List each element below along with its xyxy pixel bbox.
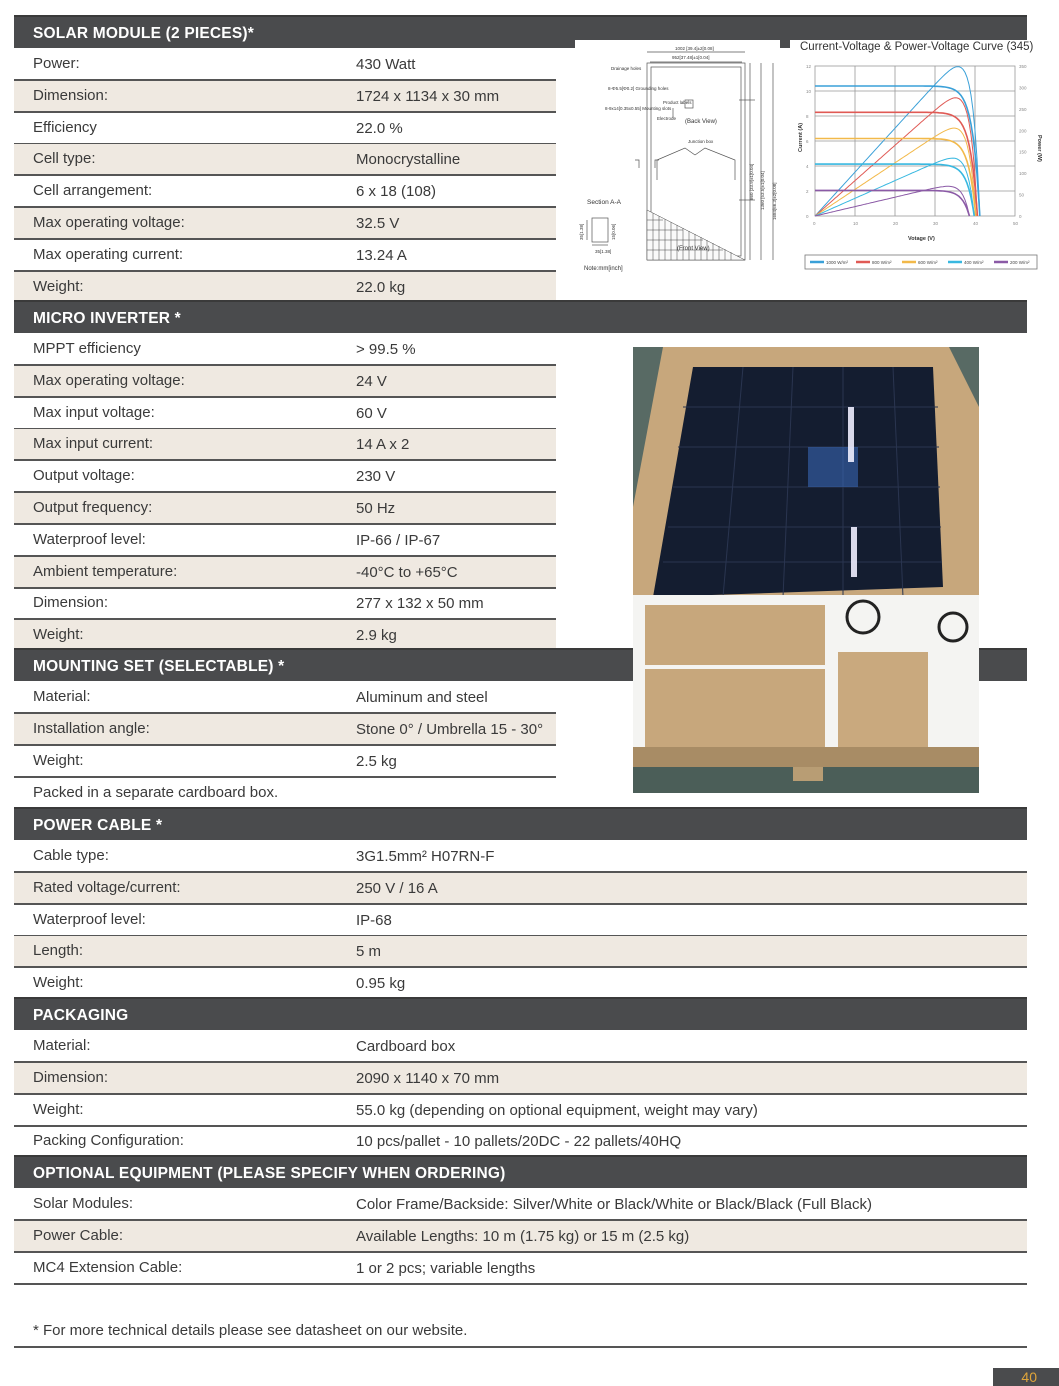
spec-label: Output frequency: xyxy=(33,499,153,516)
spec-label: Dimension: xyxy=(33,86,109,104)
spec-label: Rated voltage/current: xyxy=(33,878,181,896)
svg-text:30: 30 xyxy=(933,221,939,226)
spec-label: Waterproof level: xyxy=(33,910,146,928)
svg-text:250: 250 xyxy=(1019,106,1027,112)
spec-label: Dimension: xyxy=(33,594,109,612)
spec-row xyxy=(14,841,1027,873)
spec-row xyxy=(14,81,556,113)
spec-row xyxy=(14,1126,1027,1158)
svg-text:10: 10 xyxy=(806,89,812,94)
legend-entry: 1000 W/m² xyxy=(826,260,849,265)
spec-row xyxy=(14,588,556,620)
spec-label: Installation angle: xyxy=(33,719,150,737)
svg-text:100: 100 xyxy=(1019,171,1027,177)
spec-row xyxy=(14,176,556,208)
y-axis-label: Current (A) xyxy=(798,122,804,152)
svg-text:Product labels: Product labels xyxy=(663,100,692,105)
section-header-solar-module: SOLAR MODULE (2 PIECES)* xyxy=(14,15,1027,48)
spec-label: Cable type: xyxy=(33,847,109,864)
svg-text:50: 50 xyxy=(1019,192,1025,198)
spec-row xyxy=(14,714,556,746)
svg-text:Section A-A: Section A-A xyxy=(587,199,621,206)
spec-label: Max operating current: xyxy=(33,245,184,263)
spec-label: Material: xyxy=(33,688,91,705)
spec-label: MC4 Extension Cable: xyxy=(33,1258,183,1276)
legend-entry: 800 W/m² xyxy=(872,260,892,265)
svg-text:6: 6 xyxy=(806,139,809,144)
spec-row xyxy=(14,208,556,240)
svg-text:0: 0 xyxy=(806,214,809,219)
spec-value: 10 pcs/pallet - 10 pallets/20DC - 22 pallets/40HQ xyxy=(356,1133,682,1151)
chart-title: Current-Voltage & Power-Voltage Curve (345) xyxy=(800,41,1034,53)
spec-row xyxy=(14,557,556,589)
spec-value: Cardboard box xyxy=(356,1038,456,1055)
svg-text:0: 0 xyxy=(1019,214,1022,219)
spec-label: Weight: xyxy=(33,751,84,769)
section-header-optional-equipment: OPTIONAL EQUIPMENT (PLEASE SPECIFY WHEN ORDERING) xyxy=(14,1155,1027,1188)
spec-row xyxy=(14,525,556,557)
spec-row xyxy=(14,682,556,714)
spec-value: 3G1.5mm² H07RN-F xyxy=(356,848,495,865)
legend-entry: 400 W/m² xyxy=(964,260,984,265)
spec-value: Monocrystalline xyxy=(356,151,461,169)
spec-value: 1724 x 1134 x 30 mm xyxy=(356,87,500,105)
svg-text:Electrode: Electrode xyxy=(657,116,677,121)
spec-label: Max input voltage: xyxy=(33,403,155,421)
spec-value: 32.5 V xyxy=(356,215,400,232)
spec-label: Max operating voltage: xyxy=(33,214,185,231)
spec-label: Max input current: xyxy=(33,435,154,453)
spec-label: Waterproof level: xyxy=(33,530,146,548)
spec-label: Cell arrangement: xyxy=(33,182,153,200)
spec-row xyxy=(14,113,556,145)
spec-value: 2.9 kg xyxy=(356,627,397,645)
spec-row xyxy=(14,366,556,398)
spec-label: Weight: xyxy=(33,1100,84,1118)
svg-text:350: 350 xyxy=(1019,64,1027,69)
svg-text:1360 [53.5]±1[0.04]: 1360 [53.5]±1[0.04] xyxy=(760,171,765,210)
drawing-inner-dim: 952[37.48]±1[0.04] xyxy=(672,55,710,60)
spec-value: 55.0 kg (depending on optional equipment, weight may vary) xyxy=(356,1101,758,1119)
spec-value: 50 Hz xyxy=(356,500,396,517)
spec-row xyxy=(14,1189,1027,1221)
spec-row xyxy=(14,1253,1027,1285)
mounting-note: Packed in a separate cardboard box. xyxy=(33,784,279,801)
svg-text:35[1.38]: 35[1.38] xyxy=(595,249,612,254)
spec-value: 230 V xyxy=(356,468,396,486)
iv-curve xyxy=(815,139,976,217)
spec-value: 22.0 kg xyxy=(356,278,406,296)
spec-row xyxy=(14,905,1027,937)
svg-text:10: 10 xyxy=(853,221,859,226)
spec-row xyxy=(14,144,556,176)
svg-text:20: 20 xyxy=(893,221,899,226)
spec-row xyxy=(14,1095,1027,1127)
spec-row xyxy=(14,1221,1027,1253)
product-packaging-photo xyxy=(633,347,979,793)
spec-row xyxy=(14,272,556,304)
spec-value: 1 or 2 pcs; variable lengths xyxy=(356,1259,536,1277)
spec-value: 6 x 18 (108) xyxy=(356,183,437,201)
footnote: * For more technical details please see datasheet on our website. xyxy=(14,1316,1027,1348)
svg-text:8-Φ5.5[Φ0.2] Grounding holes: 8-Φ5.5[Φ0.2] Grounding holes xyxy=(608,86,669,91)
svg-text:15[0.06]: 15[0.06] xyxy=(611,223,616,240)
spec-value: 2.5 kg xyxy=(356,752,397,770)
spec-row xyxy=(14,429,556,461)
spec-label: MPPT efficiency xyxy=(33,340,141,357)
legend-entry: 200 W/m² xyxy=(1010,260,1030,265)
svg-text:300: 300 xyxy=(1019,85,1027,91)
svg-text:(Front View): (Front View) xyxy=(677,246,710,252)
spec-row xyxy=(14,936,1027,968)
svg-text:200: 200 xyxy=(1019,128,1027,134)
spec-row xyxy=(14,49,556,81)
module-dimension-drawing xyxy=(575,40,780,278)
spec-row xyxy=(14,493,556,525)
spec-row xyxy=(14,1031,1027,1063)
section-header-packaging: PACKAGING xyxy=(14,997,1027,1030)
spec-row xyxy=(14,746,556,778)
spec-label: Power Cable: xyxy=(33,1226,124,1244)
spec-value: 14 A x 2 xyxy=(356,436,410,454)
spec-value: IP-68 xyxy=(356,911,392,929)
y2-axis-label: Power (W) xyxy=(1036,135,1042,162)
svg-text:12: 12 xyxy=(806,64,812,69)
spec-value: 22.0 % xyxy=(356,119,403,137)
spec-value: Aluminum and steel xyxy=(356,689,488,706)
iv-pv-curve-chart xyxy=(790,40,1046,278)
spec-value: 5 m xyxy=(356,943,382,961)
svg-text:Drainage holes: Drainage holes xyxy=(611,66,642,71)
spec-label: Ambient temperature: xyxy=(33,562,178,580)
spec-label: Dimension: xyxy=(33,1068,109,1086)
spec-label: Solar Modules: xyxy=(33,1195,134,1212)
svg-text:35[1.38]: 35[1.38] xyxy=(579,223,584,240)
spec-label: Efficiency xyxy=(33,118,97,136)
svg-text:40: 40 xyxy=(973,221,979,226)
x-axis-label: Votage (V) xyxy=(908,236,935,242)
svg-text:1684[66.3]±2[0.08]: 1684[66.3]±2[0.08] xyxy=(772,182,777,220)
spec-row xyxy=(14,398,556,430)
spec-label: Length: xyxy=(33,942,84,960)
section-header-micro-inverter: MICRO INVERTER * xyxy=(14,300,1027,333)
spec-label: Output voltage: xyxy=(33,467,135,485)
svg-text:8-9x14[0.35x0.55] Mounting slo: 8-9x14[0.35x0.55] Mounting slots xyxy=(605,106,672,111)
spec-value: -40°C to +65°C xyxy=(356,563,458,581)
legend-entry: 600 W/m² xyxy=(918,260,938,265)
spec-row xyxy=(14,1063,1027,1095)
svg-text:Note:mm[inch]: Note:mm[inch] xyxy=(584,266,623,272)
spec-row xyxy=(14,334,556,366)
spec-value: Stone 0° / Umbrella 15 - 30° xyxy=(356,720,544,738)
spec-value: 2090 x 1140 x 70 mm xyxy=(356,1069,500,1087)
spec-value: 24 V xyxy=(356,372,387,390)
spec-value: 250 V / 16 A xyxy=(356,879,438,897)
svg-text:2: 2 xyxy=(806,189,809,194)
svg-text:4: 4 xyxy=(806,164,809,169)
svg-text:Junction box: Junction box xyxy=(688,139,714,144)
svg-text:860 [33.9]±1[0.04]: 860 [33.9]±1[0.04] xyxy=(749,163,754,200)
spec-label: Max operating voltage: xyxy=(33,371,185,389)
spec-row xyxy=(14,240,556,272)
spec-label: Weight: xyxy=(33,277,84,295)
spec-label: Power: xyxy=(33,55,80,72)
spec-row xyxy=(14,873,1027,905)
spec-label: Weight: xyxy=(33,626,84,644)
svg-text:0: 0 xyxy=(813,221,816,226)
spec-value: 13.24 A xyxy=(356,246,407,264)
iv-curve xyxy=(815,190,969,216)
spec-value: > 99.5 % xyxy=(356,341,416,358)
spec-value: Color Frame/Backside: Silver/White or Black/White or Black/Black (Full Black) xyxy=(356,1196,872,1213)
drawing-top-dim: 1002 [39.4]±2[0.08] xyxy=(675,46,714,51)
spec-value: 0.95 kg xyxy=(356,975,406,993)
spec-value: Available Lengths: 10 m (1.75 kg) or 15 m (2.5 kg) xyxy=(356,1227,690,1245)
svg-text:(Back View): (Back View) xyxy=(685,119,717,125)
spec-value: IP-66 / IP-67 xyxy=(356,531,441,549)
section-header-mounting-set: MOUNTING SET (SELECTABLE) * xyxy=(14,648,1027,681)
spec-label: Packing Configuration: xyxy=(33,1132,184,1150)
spec-value: 430 Watt xyxy=(356,56,416,73)
spec-label: Cell type: xyxy=(33,150,96,168)
spec-row xyxy=(14,461,556,493)
spec-label: Weight: xyxy=(33,974,84,992)
spec-value: 277 x 132 x 50 mm xyxy=(356,595,484,613)
page-number: 40 xyxy=(993,1368,1059,1386)
section-header-power-cable: POWER CABLE * xyxy=(14,807,1027,840)
svg-text:150: 150 xyxy=(1019,149,1027,155)
spec-label: Material: xyxy=(33,1037,91,1054)
spec-value: 60 V xyxy=(356,404,387,422)
spec-row xyxy=(14,968,1027,1000)
svg-text:50: 50 xyxy=(1013,221,1019,226)
svg-text:8: 8 xyxy=(806,114,809,119)
